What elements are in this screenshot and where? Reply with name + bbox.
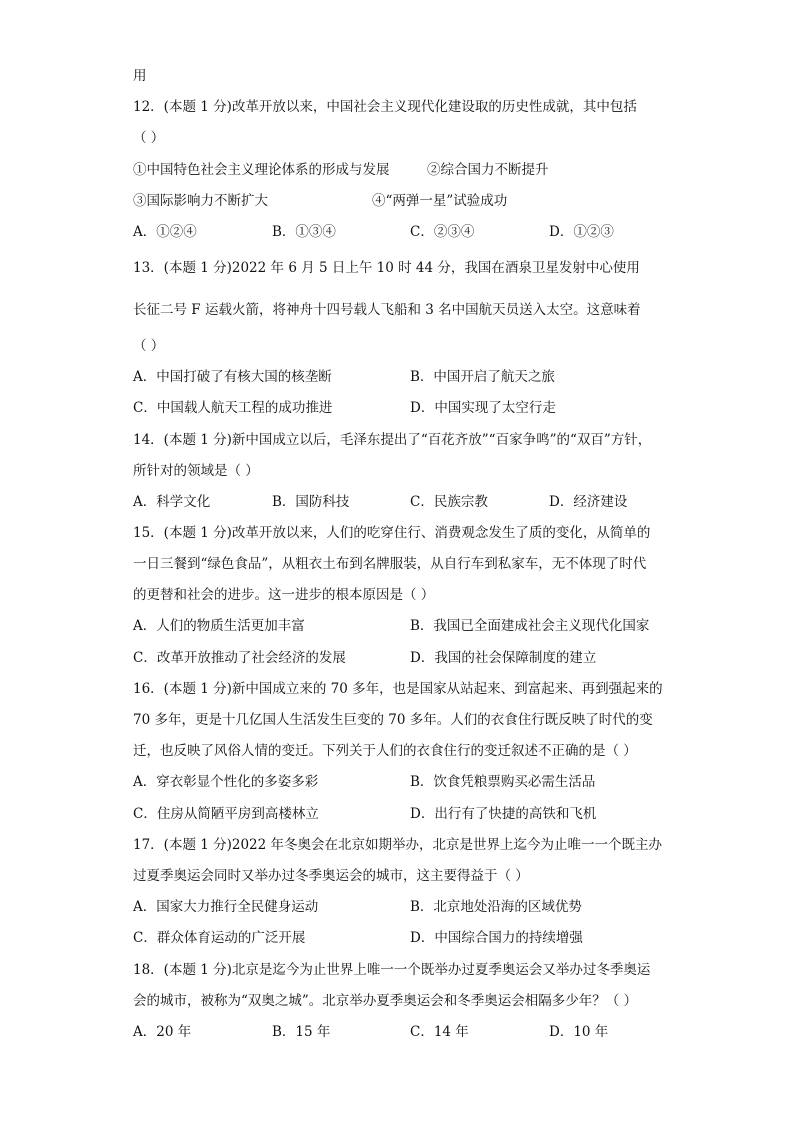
q17-option-c: C．群众体育运动的广泛开展 (133, 930, 306, 946)
q14-option-b: B．国防科技 (272, 494, 350, 510)
q18-option-c: C．14 年 (410, 1024, 469, 1040)
q13-answer-paren: （ ） (133, 338, 165, 354)
q13-option-d: D．中国实现了太空行走 (410, 400, 556, 416)
q16-stem-line-3: 迁，也反映了风俗人情的变迁。下列关于人们的衣食住行的变迁叙述不正确的是（ ） (133, 743, 637, 759)
q15-stem-line-1: 15．(本题 1 分)改革开放以来，人们的吃穿住行、消费观念发生了质的变化，从简单的 (133, 525, 651, 541)
q18-option-d: D．10 年 (549, 1024, 609, 1040)
q17-option-b: B．北京地处沿海的区域优势 (410, 899, 582, 915)
q18-stem-line-2: 会的城市，被称为“双奥之城”。北京举办夏季奥运会和冬季奥运会相隔多少年？（ ） (133, 993, 638, 1009)
q12-statement-3: ③国际影响力不断扩大 (133, 193, 268, 209)
q12-statement-2: ②综合国力不断提升 (427, 162, 549, 178)
q12-answer-paren: （ ） (133, 130, 165, 146)
q18-option-b: B．15 年 (272, 1024, 331, 1040)
q17-option-d: D．中国综合国力的持续增强 (410, 930, 583, 946)
q16-option-d: D．出行有了快捷的高铁和飞机 (410, 806, 597, 822)
q12-option-c: C．②③④ (410, 224, 475, 240)
q16-option-b: B．饮食凭粮票购买必需生活品 (410, 774, 596, 790)
q12-stem: 12．(本题 1 分)改革开放以来，中国社会主义现代化建设取的历史性成就，其中包括 (133, 99, 637, 115)
q15-stem-line-3: 的更替和社会的进步。这一进步的根本原因是（ ） (133, 587, 435, 603)
q12-option-a: A．①②④ (133, 224, 197, 240)
q18-stem-line-1: 18．(本题 1 分)北京是迄今为止世界上唯一一个既举办过夏季奥运会又举办过冬季奥运 (133, 962, 651, 978)
q15-option-b: B．我国已全面建成社会主义现代化国家 (410, 618, 650, 634)
q15-option-a: A．人们的物质生活更加丰富 (133, 618, 305, 634)
q14-stem-line-1: 14．(本题 1 分)新中国成立以后，毛泽东提出了“百花齐放”“百家争鸣”的“双百”方针， (133, 432, 652, 448)
q14-option-c: C．民族宗教 (410, 494, 488, 510)
q17-option-a: A．国家大力推行全民健身运动 (133, 899, 319, 915)
q16-option-a: A．穿衣彰显个性化的多姿多彩 (133, 774, 319, 790)
q15-option-c: C．改革开放推动了社会经济的发展 (133, 650, 346, 666)
q13-option-c: C．中国载人航天工程的成功推进 (133, 400, 333, 416)
q13-stem-line-1: 13．(本题 1 分)2022 年 6 月 5 日上午 10 时 44 分，我国在酒泉卫星发射中心使用 (133, 260, 640, 276)
q13-stem-line-2: 长征二号 F 运载火箭，将神舟十四号载人飞船和 3 名中国航天员送入太空。这意味着 (133, 302, 641, 318)
q16-stem-line-2: 70 多年，更是十几亿国人生活发生巨变的 70 多年。人们的衣食住行既反映了时代的变 (133, 712, 653, 728)
q12-option-d: D．①②③ (549, 224, 614, 240)
q15-option-d: D．我国的社会保障制度的建立 (410, 650, 597, 666)
q17-stem-line-1: 17．(本题 1 分)2022 年冬奥会在北京如期举办，北京是世界上迄今为止唯一一个既主办 (133, 837, 663, 853)
q12-statement-1: ①中国特色社会主义理论体系的形成与发展 (133, 162, 390, 178)
previous-question-tail: 用 (133, 68, 147, 84)
q16-stem-line-1: 16．(本题 1 分)新中国成立来的 70 多年，也是国家从站起来、到富起来、再到强起来的 (133, 681, 663, 697)
q17-stem-line-2: 过夏季奥运会同时又举办过冬季奥运会的城市，这主要得益于（ ） (133, 868, 529, 884)
q18-option-a: A．20 年 (133, 1024, 192, 1040)
q15-stem-line-2: 一日三餐到“绿色食品”，从粗衣土布到名牌服装，从自行车到私家车，无不体现了时代 (133, 556, 647, 572)
q12-statement-4: ④“两弹一星”试验成功 (372, 193, 508, 209)
q13-option-b: B．中国开启了航天之旅 (410, 369, 555, 385)
q13-option-a: A．中国打破了有核大国的核垄断 (133, 369, 332, 385)
q14-option-d: D．经济建设 (549, 494, 628, 510)
q12-option-b: B．①③④ (272, 224, 336, 240)
q14-option-a: A．科学文化 (133, 494, 211, 510)
q16-option-c: C．住房从简陋平房到高楼林立 (133, 806, 319, 822)
q14-stem-line-2: 所针对的领域是（ ） (133, 463, 259, 479)
